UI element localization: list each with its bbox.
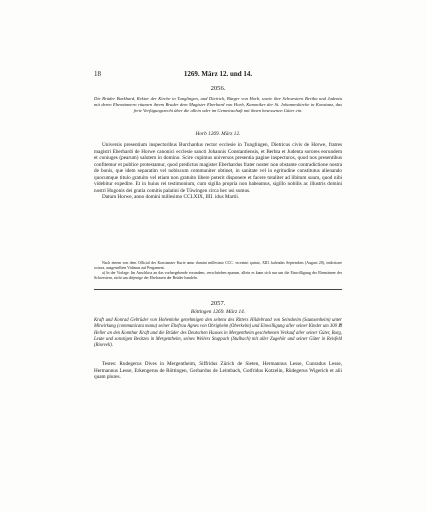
source-notes <box>94 261 342 281</box>
place-date: Böttingen 1269. März 14. <box>190 309 246 315</box>
source-note: Nach einem von dem Official der Konstanzer Kurie anno domini millesimo CCC. vicesimi quinto, XIII. kalendas Septembris (August 20), indictione octava, ausgestellten Vidimus auf Pergament. <box>94 261 342 270</box>
document-number: 2057. <box>210 300 226 307</box>
dating-clause: Datum Horwe, anno domini millesimo CCLXIX, IIII. idus Martii. <box>102 194 240 201</box>
document-text <box>94 142 342 201</box>
footnote: a) In der Vorlage. Im Anschluss an das vorhergehende eorundem, verschrieben eparum, allein es kann sich nur um die Einwilligung der Ehemänner der Schwestern, nicht um diejenige der Ehefrauen der Brüder handeln. <box>94 271 342 280</box>
running-title: 1269. März 12. und 14. <box>183 70 253 78</box>
document-summary: Kraft und Konrad Gebrüder von Hohenlohe genehmigen den seitens des Ritters Hildebrand von Seinsheim (Saunsenheim) unter Mitwirkung (communicata manu) seiner Ehefrau Agnes von Obrigheim (Oberkeim) und Einwilligung aller seiner Kinder um 300 ℔ Heller an den Komthur Kraft und die Brüder des Deutschen Hauses in Mergentheim geschehenen Verkauf aller seiner Güter, Burg, Leute und sonstigen Besitzes in Mergentheim, seines Weilers Stuppach (Stulbach) mit aller Zugehör und seiner Güter in Reisfeld (Riseveli). <box>94 318 342 349</box>
separator-rule <box>94 289 342 290</box>
document-text <box>94 361 342 381</box>
document-number: 2056. <box>210 85 226 92</box>
place-date: Horb 1269. März 12. <box>195 131 241 137</box>
page-number: 18 <box>94 70 101 78</box>
document-summary: Die Brüder Burkhard, Rektor der Kirche in Tunglingen, und Dietrich, Bürger von Horb, sowie ihre Schwestern Bertha und Judenta mit deren Ehemännern räumen ihrem Bruder dem Magister Eberhard von Horb, Kanoniker der St. Johanneskirche in Konstanz, das freie Verfügungsrecht über die allein oder im Gemeinschaft mit ihnen besessenen Güter ein. <box>94 96 342 114</box>
charter-text: Universis presentium inspectoribus Burchardus rector ecclesie in Tunglingen, Dietricus civis de Horwe, fratres magistri Eberhardi de Horwe canonici ecclesie sancti Johannis Constantiensis, et Berhta et Judenta sorores eorundem et coniuges (pearum) salutem in domino. Scire cupimus universos presentia pagine inspecturos, quod nos presentibus confitemur et publice protestamur, quod predictus magister Eberhardus frater noster non obstante contradictione nostra de bonis, que idem separatim vel nobiscum communiter obtinet, in sanitate vel in egritudine constitutus alienando quocumque titulo gratuito vel etiam non gratuito libere poterit disponere et facere totaliter ad libitum suum, quod nibi videbitur expedire. Et in huius rei testimonium, cum sigilla propria non habeamus, sigillo nobilis ac illustris domini nostri Hugonis dei gratia comitis palatini de Tüwingen circa hec usi sumus. <box>94 142 342 194</box>
witness-list: Testes: Rudegerus Dives in Mergentheim, Siffridus Zürich de Sieten, Hermannus Lesse, Cunradus Lesse, Hermannus Lesse, Erkengerus de Röttingen, Gerhardus de Leimbach, Gotfridus Kotzelin, Rüdegerus Wigerich et alii quam plures. <box>94 361 342 381</box>
